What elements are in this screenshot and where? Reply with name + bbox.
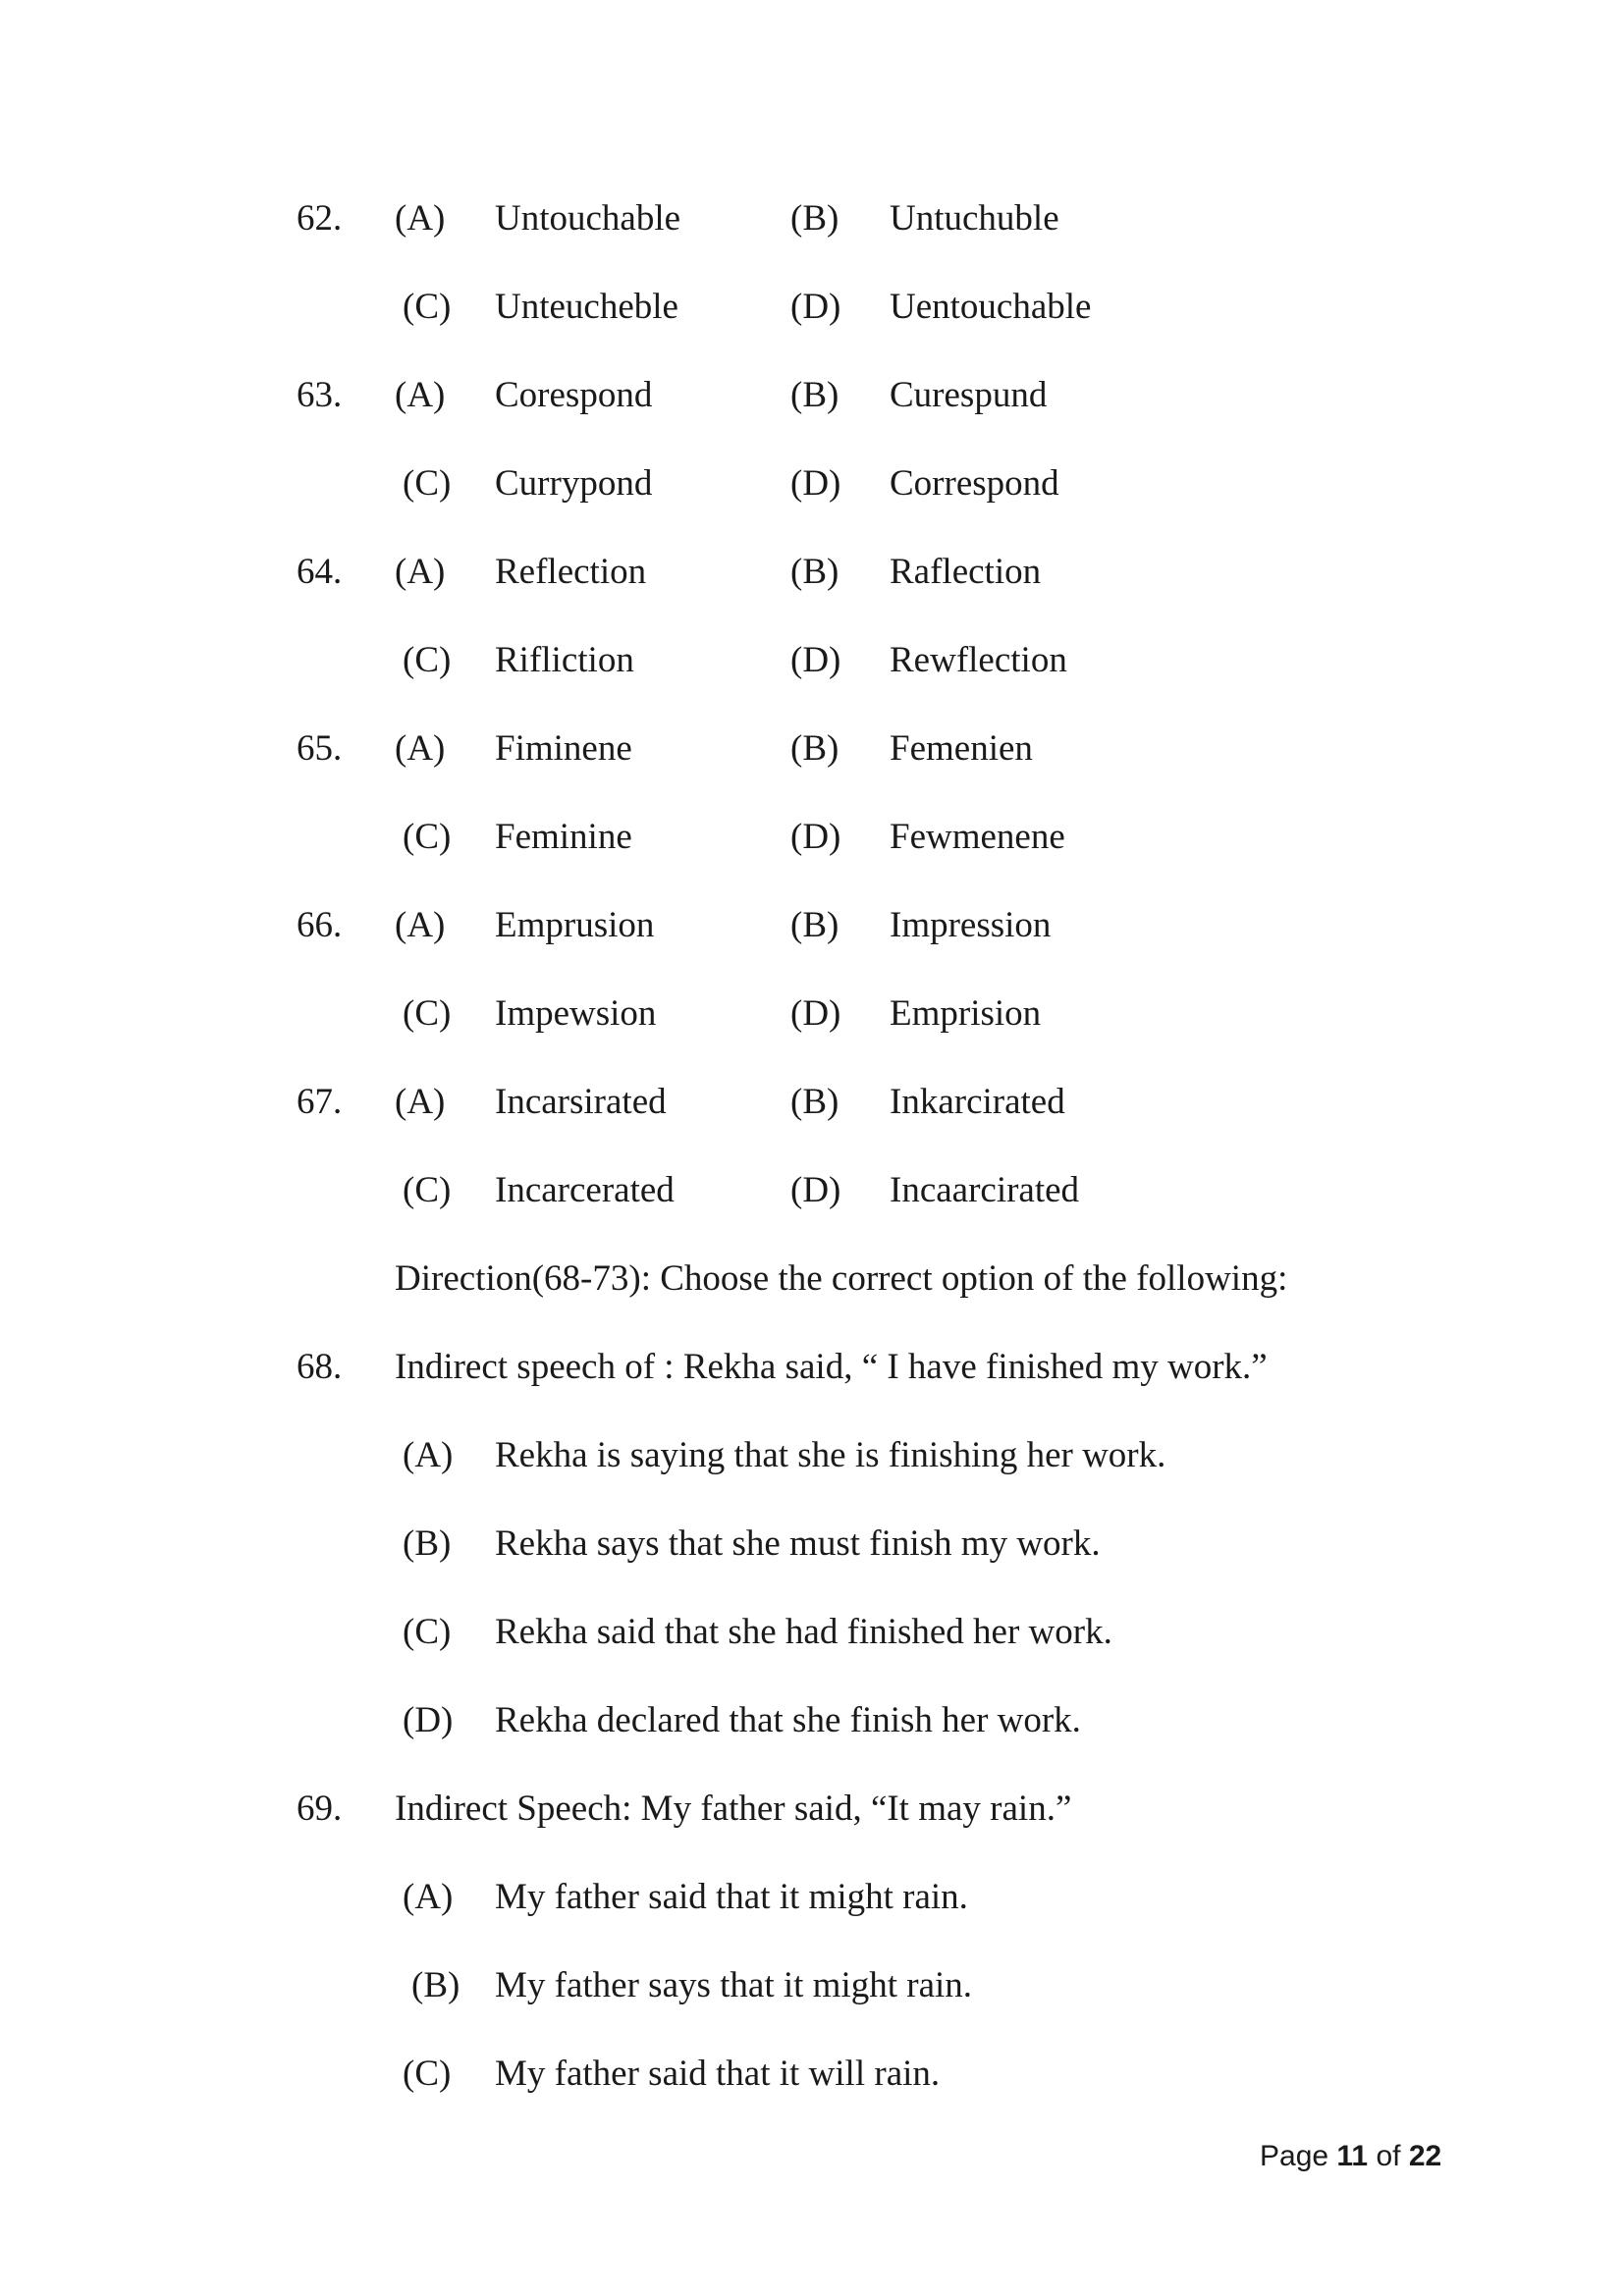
question-number: 65. <box>297 728 343 769</box>
option-label: (B) <box>790 375 839 415</box>
question-text: Indirect Speech: My father said, “It may rain.” <box>395 1789 1072 1829</box>
option-text: Impewsion <box>495 993 657 1034</box>
option-text: Incarcerated <box>495 1170 675 1210</box>
option-text: Rekha said that she had finished her work. <box>495 1612 1112 1652</box>
option-label: (A) <box>395 375 446 415</box>
option-text: Rekha declared that she finish her work. <box>495 1700 1081 1740</box>
option-label: (A) <box>395 1082 446 1122</box>
option-text: Incarsirated <box>495 1082 667 1122</box>
question-number: 66. <box>297 905 343 945</box>
option-text: Curespund <box>890 375 1048 415</box>
option-label: (B) <box>790 728 839 769</box>
option-text: Emprision <box>890 993 1042 1034</box>
option-label: (C) <box>403 817 452 857</box>
option-text: My father says that it might rain. <box>495 1965 973 2005</box>
option-label: (A) <box>395 552 446 592</box>
option-text: Raflection <box>890 552 1042 592</box>
question-number: 68. <box>297 1347 343 1387</box>
option-text: Impression <box>890 905 1052 945</box>
option-label: (B) <box>790 905 839 945</box>
option-label: (C) <box>403 287 452 327</box>
option-label: (C) <box>403 993 452 1034</box>
option-text: Rewflection <box>890 640 1067 680</box>
option-label: (D) <box>790 287 841 327</box>
option-label: (D) <box>790 1170 841 1210</box>
option-text: Unteucheble <box>495 287 678 327</box>
page-prefix: Page <box>1260 2140 1337 2172</box>
option-label: (D) <box>403 1700 454 1740</box>
option-label: (D) <box>790 817 841 857</box>
option-label: (C) <box>403 1612 452 1652</box>
option-text: My father said that it will rain. <box>495 2054 941 2094</box>
option-label: (B) <box>411 1965 460 2005</box>
option-text: Reflection <box>495 552 647 592</box>
option-label: (A) <box>395 198 446 239</box>
option-text: Fewmenene <box>890 817 1065 857</box>
option-label: (A) <box>395 728 446 769</box>
option-text: Rekha is saying that she is finishing her work. <box>495 1435 1166 1475</box>
question-number: 64. <box>297 552 343 592</box>
option-text: Rekha says that she must finish my work. <box>495 1523 1101 1564</box>
question-number: 69. <box>297 1789 343 1829</box>
option-text: My father said that it might rain. <box>495 1877 968 1917</box>
option-label: (B) <box>790 198 839 239</box>
option-label: (C) <box>403 2054 452 2094</box>
option-text: Currypond <box>495 463 653 504</box>
option-text: Corespond <box>495 375 653 415</box>
option-label: (D) <box>790 640 841 680</box>
page-current: 11 <box>1336 2140 1369 2172</box>
page-total: 22 <box>1408 2140 1442 2172</box>
option-text: Uentouchable <box>890 287 1092 327</box>
option-label: (C) <box>403 640 452 680</box>
question-number: 62. <box>297 198 343 239</box>
option-label: (A) <box>395 905 446 945</box>
option-text: Inkarcirated <box>890 1082 1065 1122</box>
option-label: (D) <box>790 993 841 1034</box>
question-number: 67. <box>297 1082 343 1122</box>
option-label: (B) <box>790 552 839 592</box>
option-text: Incaarcirated <box>890 1170 1080 1210</box>
option-label: (A) <box>403 1435 454 1475</box>
option-label: (B) <box>790 1082 839 1122</box>
option-text: Feminine <box>495 817 632 857</box>
direction-text: Direction(68-73): Choose the correct option of the following: <box>395 1258 1288 1299</box>
question-number: 63. <box>297 375 343 415</box>
option-text: Fiminene <box>495 728 632 769</box>
option-text: Femenien <box>890 728 1033 769</box>
page-number <box>1260 2140 1441 2173</box>
option-text: Untuchuble <box>890 198 1059 239</box>
option-label: (C) <box>403 1170 452 1210</box>
page-middle: of <box>1368 2140 1409 2172</box>
option-text: Untouchable <box>495 198 681 239</box>
option-label: (B) <box>403 1523 452 1564</box>
option-label: (D) <box>790 463 841 504</box>
option-text: Emprusion <box>495 905 655 945</box>
option-text: Rifliction <box>495 640 634 680</box>
option-text: Correspond <box>890 463 1059 504</box>
question-text: Indirect speech of : Rekha said, “ I have finished my work.” <box>395 1347 1268 1387</box>
option-label: (A) <box>403 1877 454 1917</box>
option-label: (C) <box>403 463 452 504</box>
